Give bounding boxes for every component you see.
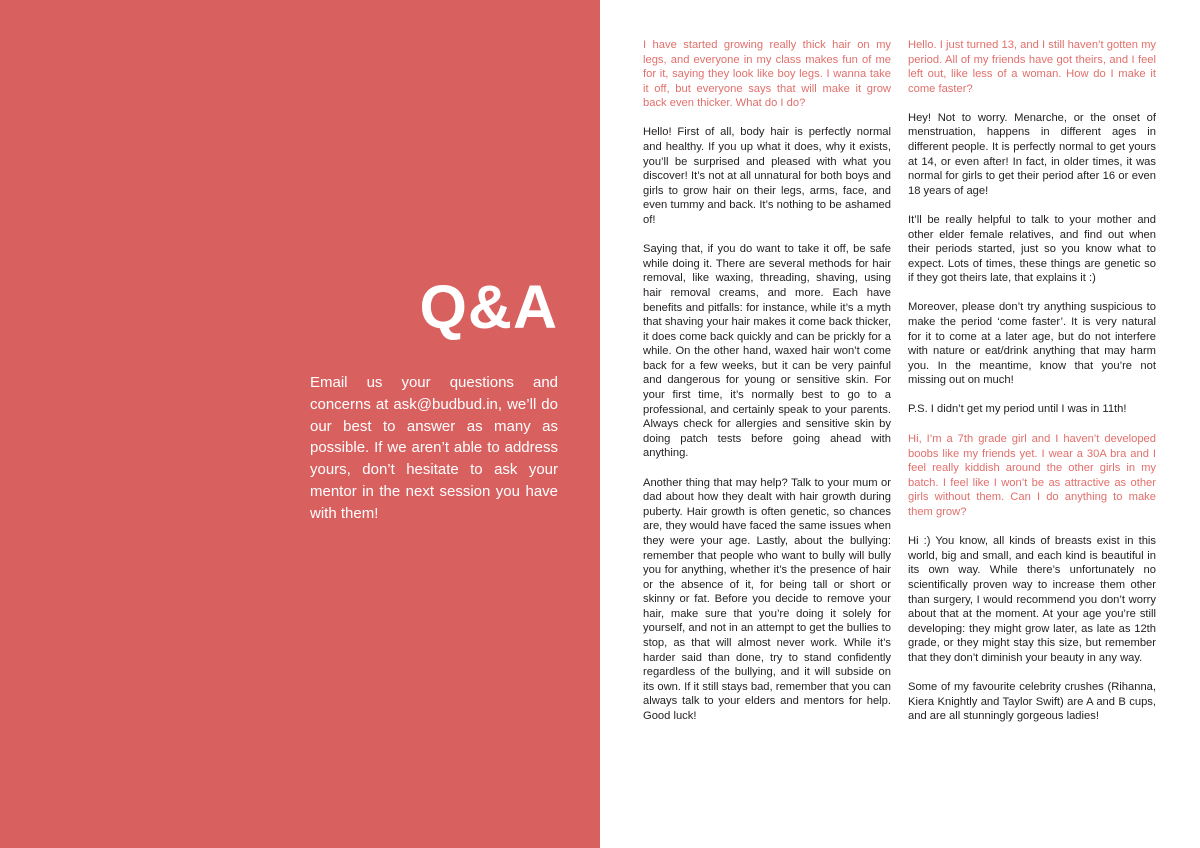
panel-description: Email us your questions and concerns at ask@budbud.in, we’ll do our best to answer as many as possible. If we aren’t able to address yours, don’t hesitate to ask your mentor in the next session you have with them!	[310, 374, 558, 522]
column-1	[643, 38, 891, 738]
answer-paragraph: It’ll be really helpful to talk to your mother and other elder female relatives, and find out when their periods started, just so you know what to expect. Lots of times, these things are genetic so if they got theirs late, that explains it :)	[908, 213, 1156, 285]
column-2	[908, 38, 1156, 738]
answer-paragraph: Hello! First of all, body hair is perfectly normal and healthy. If you up what it does, why it exists, you’ll be surprised and pleased with what you discover! It’s not at all unnatural for both boys and girls to grow hair on their legs, arms, face, and even tummy and back. It’s nothing to be ashamed of!	[643, 126, 891, 227]
answer-paragraph: Some of my favourite celebrity crushes (Rihanna, Kiera Knightly and Taylor Swift) are A and B cups, and are all stunningly gorgeous ladies!	[908, 680, 1156, 723]
answer-paragraph: P.S. I didn’t get my period until I was in 11th!	[908, 403, 1127, 416]
answer-paragraph: Another thing that may help? Talk to your mum or dad about how they dealt with hair growth during puberty. Hair growth is often genetic, so chances are, they would have faced the same issues when they were your age. Lastly, about the bullying: remember that people who want to bully will bully you for anything, whether it’s the presence of hair or the absence of it, for being tall or short or skinny or fat. Before you decide to remove your hair, make sure that you’re doing it solely for yourself, and not in an attempt to get the bullies to stop, as that will almost never work. While it’s harder said than done, try to stand confidently regardless of the bullying, and it will subside on its own. If it still stays bad, remember that you can always talk to your elders and mentors for help. Good luck!	[643, 476, 891, 723]
question-paragraph: Hello. I just turned 13, and I still haven’t gotten my period. All of my friends have got theirs, and I feel left out, like less of a woman. How do I make it come faster?	[908, 39, 1156, 95]
question-paragraph: Hi, I’m a 7th grade girl and I haven’t developed boobs like my friends yet. I wear a 30A bra and I feel really kiddish around the other girls in my batch. I feel like I won’t be as attractive as other girls without them. Can I do anything to make them grow?	[908, 433, 1156, 519]
answer-paragraph: Saying that, if you do want to take it off, be safe while doing it. There are several methods for hair removal, like waxing, threading, shaving, using hair removal creams, and more. Each have benefits and pitfalls: for instance, while it’s a myth that shaving your hair makes it come back thicker, it does come back quickly and can be prickly for a while. On the other hand, waxed hair won’t come back for a few weeks, but it can be very painful and dangerous for young or sensitive skin. For your first time, it’s normally best to go to a professional, and certainly speak to your parents. Always check for allergies and sensitive skin by doing patch tests before going ahead with anything.	[643, 243, 891, 460]
answer-paragraph: Hi :) You know, all kinds of breasts exist in this world, big and small, and each kind is beautiful in its own way. While there’s unfortunately no scientifically proven way to increase them other than surgery, I would recommend you don’t worry about that at the moment. At your age you’re still developing: they might grow later, as late as 12th grade, or they might stay this size, but remember that they don’t diminish your beauty in any way.	[908, 535, 1156, 664]
answer-paragraph: Hey! Not to worry. Menarche, or the onset of menstruation, happens in different ages in different people. It is perfectly normal to get yours at 14, or even after! In fact, in older times, it was normal for girls to get their period after 16 or even 18 years of age!	[908, 111, 1156, 197]
page-title: Q&A	[419, 273, 558, 341]
answer-paragraph: Moreover, please don’t try anything suspicious to make the period ‘come faster’. It is very natural for it to come at a later age, but do not interfere with nature or eat/drink anything that may harm you. In the meantime, know that you’re not missing out on much!	[908, 301, 1156, 387]
question-paragraph: I have started growing really thick hair on my legs, and everyone in my class makes fun of me for it, saying they look like boy legs. I wanna take it off, but everyone says that will make it grow back even thicker. What do I do?	[643, 39, 891, 110]
